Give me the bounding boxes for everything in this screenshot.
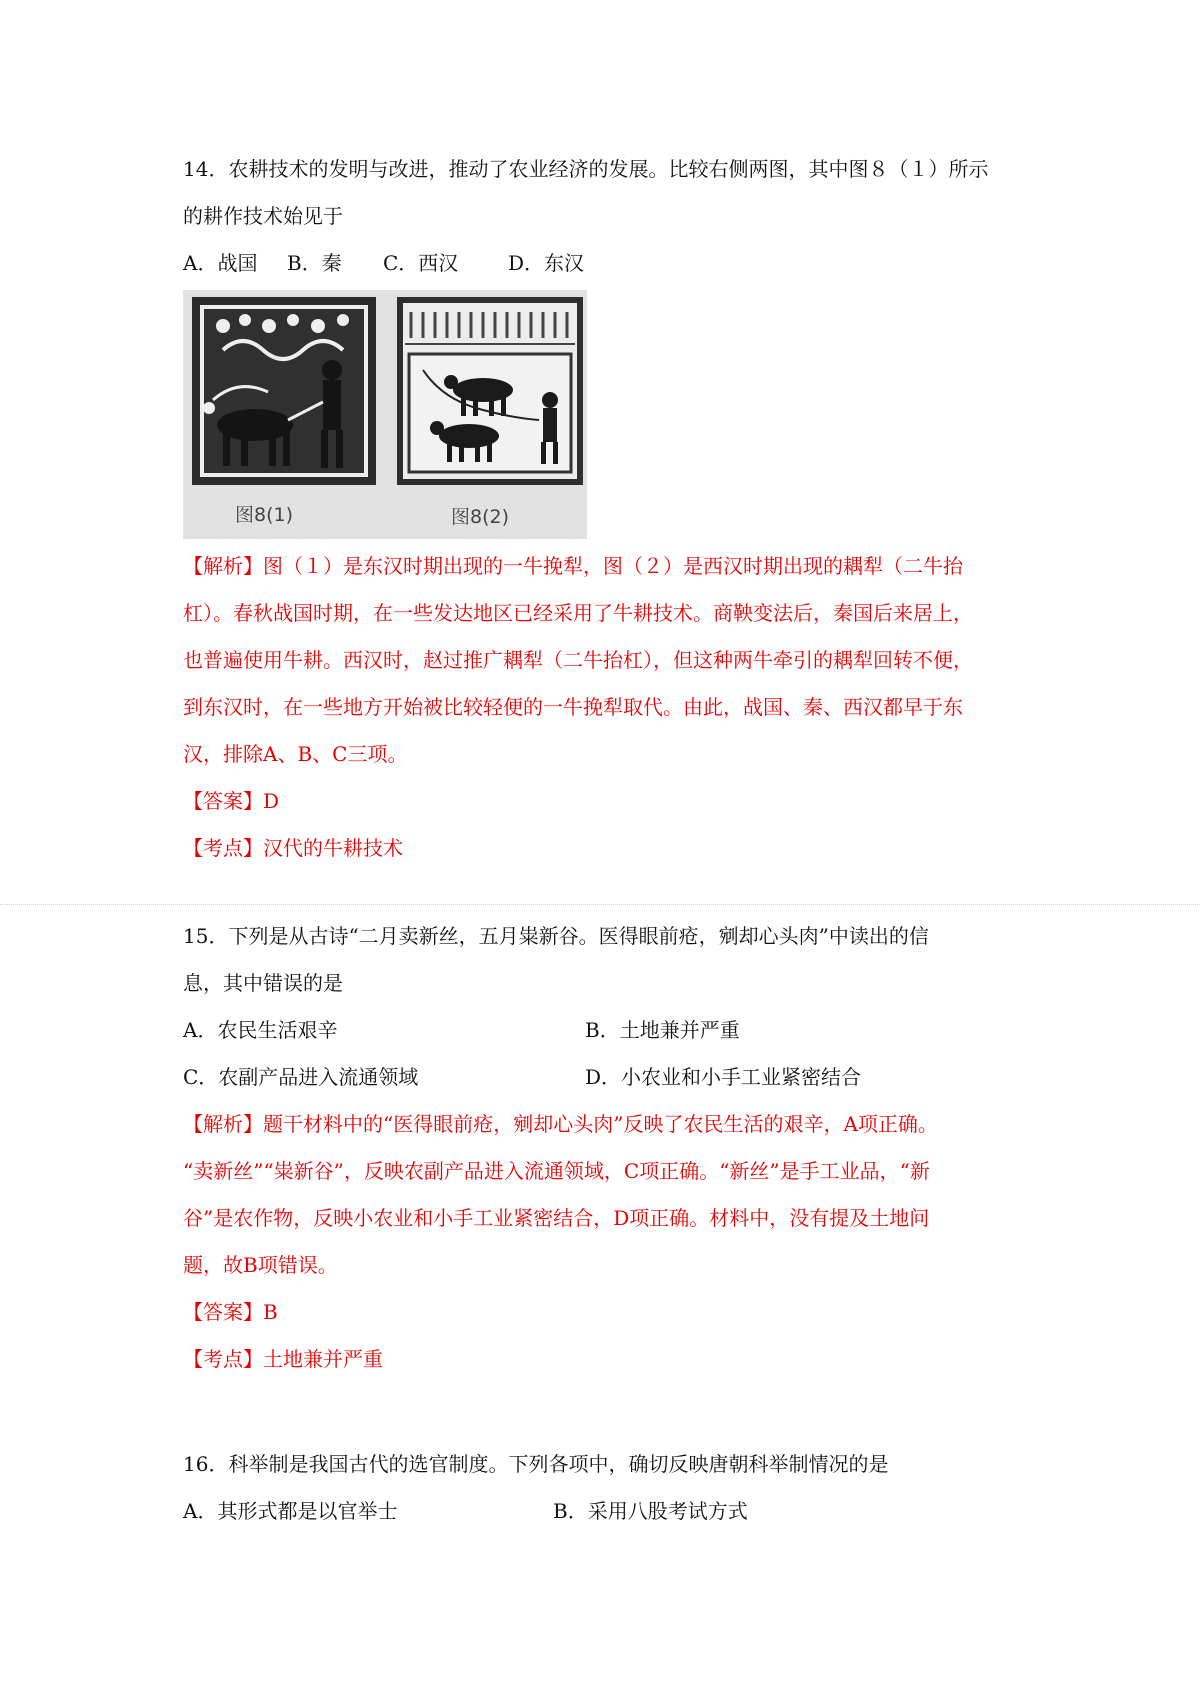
q14-answer-tag: 【答案】 <box>183 789 263 813</box>
question-15 <box>183 913 1033 1383</box>
q14-answer <box>183 778 1033 825</box>
q14-analysis-line-4: 到东汉时，在一些地方开始被比较轻便的一牛挽犁取代。由此，战国、秦、西汉都早于东 <box>183 695 963 719</box>
q14-analysis-line-1: 【解析】图（１）是东汉时期出现的一牛挽犁，图（２）是西汉时期出现的耦犁（二牛抬 <box>183 554 963 578</box>
q16-options-row1 <box>183 1488 1033 1535</box>
q14-options <box>183 240 1033 287</box>
q15-topic-tag: 【考点】 <box>183 1347 263 1371</box>
q14-analysis-line-2: 杠）。春秋战国时期，在一些发达地区已经采用了牛耕技术。商鞅变法后，秦国后来居上， <box>183 601 973 625</box>
q15-stem-line2: 息，其中错误的是 <box>183 971 343 995</box>
q15-answer-tag: 【答案】 <box>183 1300 263 1324</box>
q15-analysis-line-3: 谷”是农作物，反映小农业和小手工业紧密结合，D项正确。材料中，没有提及土地问 <box>183 1206 930 1230</box>
q14-analysis-line-3: 也普遍使用牛耕。西汉时，赵过推广耦犁（二牛抬杠），但这种两牛牵引的耦犁回转不便， <box>183 648 973 672</box>
figure-8-1-caption: 图8(1) <box>235 504 294 526</box>
q15-analysis-line-1: 【解析】题干材料中的“医得眼前疮，剜却心头肉”反映了农民生活的艰辛，A项正确。 <box>183 1112 938 1136</box>
q14-option-c: C．西汉 <box>383 251 459 275</box>
q14-option-b: B．秦 <box>287 251 342 275</box>
q14-analysis <box>183 543 1033 872</box>
q15-analysis-line-4: 题，故B项错误。 <box>183 1253 338 1277</box>
q15-topic-value: 土地兼并严重 <box>263 1347 383 1371</box>
q15-options-row2 <box>183 1054 1033 1101</box>
q14-option-d: D．东汉 <box>508 251 585 275</box>
q15-options-row1 <box>183 1007 1033 1054</box>
q14-topic <box>183 825 1033 872</box>
q16-stem-line1: 16．科举制是我国古代的选官制度。下列各项中，确切反映唐朝科举制情况的是 <box>183 1452 889 1476</box>
q15-option-d: D．小农业和小手工业紧密结合 <box>585 1065 862 1089</box>
q15-analysis-line-2: “卖新丝”“粜新谷”，反映农副产品进入流通领域，C项正确。“新丝”是手工业品，“新 <box>183 1159 930 1183</box>
q15-answer <box>183 1289 1033 1336</box>
q15-option-b: B．土地兼并严重 <box>585 1018 740 1042</box>
question-16 <box>183 1441 1033 1535</box>
figure-8-image <box>183 290 587 539</box>
q14-answer-value: D <box>263 789 280 813</box>
q15-stem-line1: 15．下列是从古诗“二月卖新丝，五月粜新谷。医得眼前疮，剜却心头肉”中读出的信 <box>183 924 929 948</box>
q14-stem-line1: 14．农耕技术的发明与改进，推动了农业经济的发展。比较右侧两图，其中图８（１）所示 <box>183 157 989 181</box>
q15-topic <box>183 1336 1033 1383</box>
q15-option-a: A．农民生活艰辛 <box>183 1018 338 1042</box>
q14-analysis-line-5: 汉，排除A、B、C三项。 <box>183 742 408 766</box>
q14-topic-value: 汉代的牛耕技术 <box>263 836 403 860</box>
q16-option-a: A．其形式都是以官举士 <box>183 1499 398 1523</box>
q15-option-c: C．农副产品进入流通领域 <box>183 1065 419 1089</box>
q15-answer-value: B <box>263 1300 278 1324</box>
section-divider <box>0 904 1200 905</box>
figure-8-2-caption: 图8(2) <box>451 506 510 528</box>
q14-option-a: A．战国 <box>183 251 258 275</box>
q16-option-b: B．采用八股考试方式 <box>553 1499 748 1523</box>
q14-stem-line2: 的耕作技术始见于 <box>183 204 343 228</box>
question-14 <box>183 146 1033 287</box>
q14-topic-tag: 【考点】 <box>183 836 263 860</box>
